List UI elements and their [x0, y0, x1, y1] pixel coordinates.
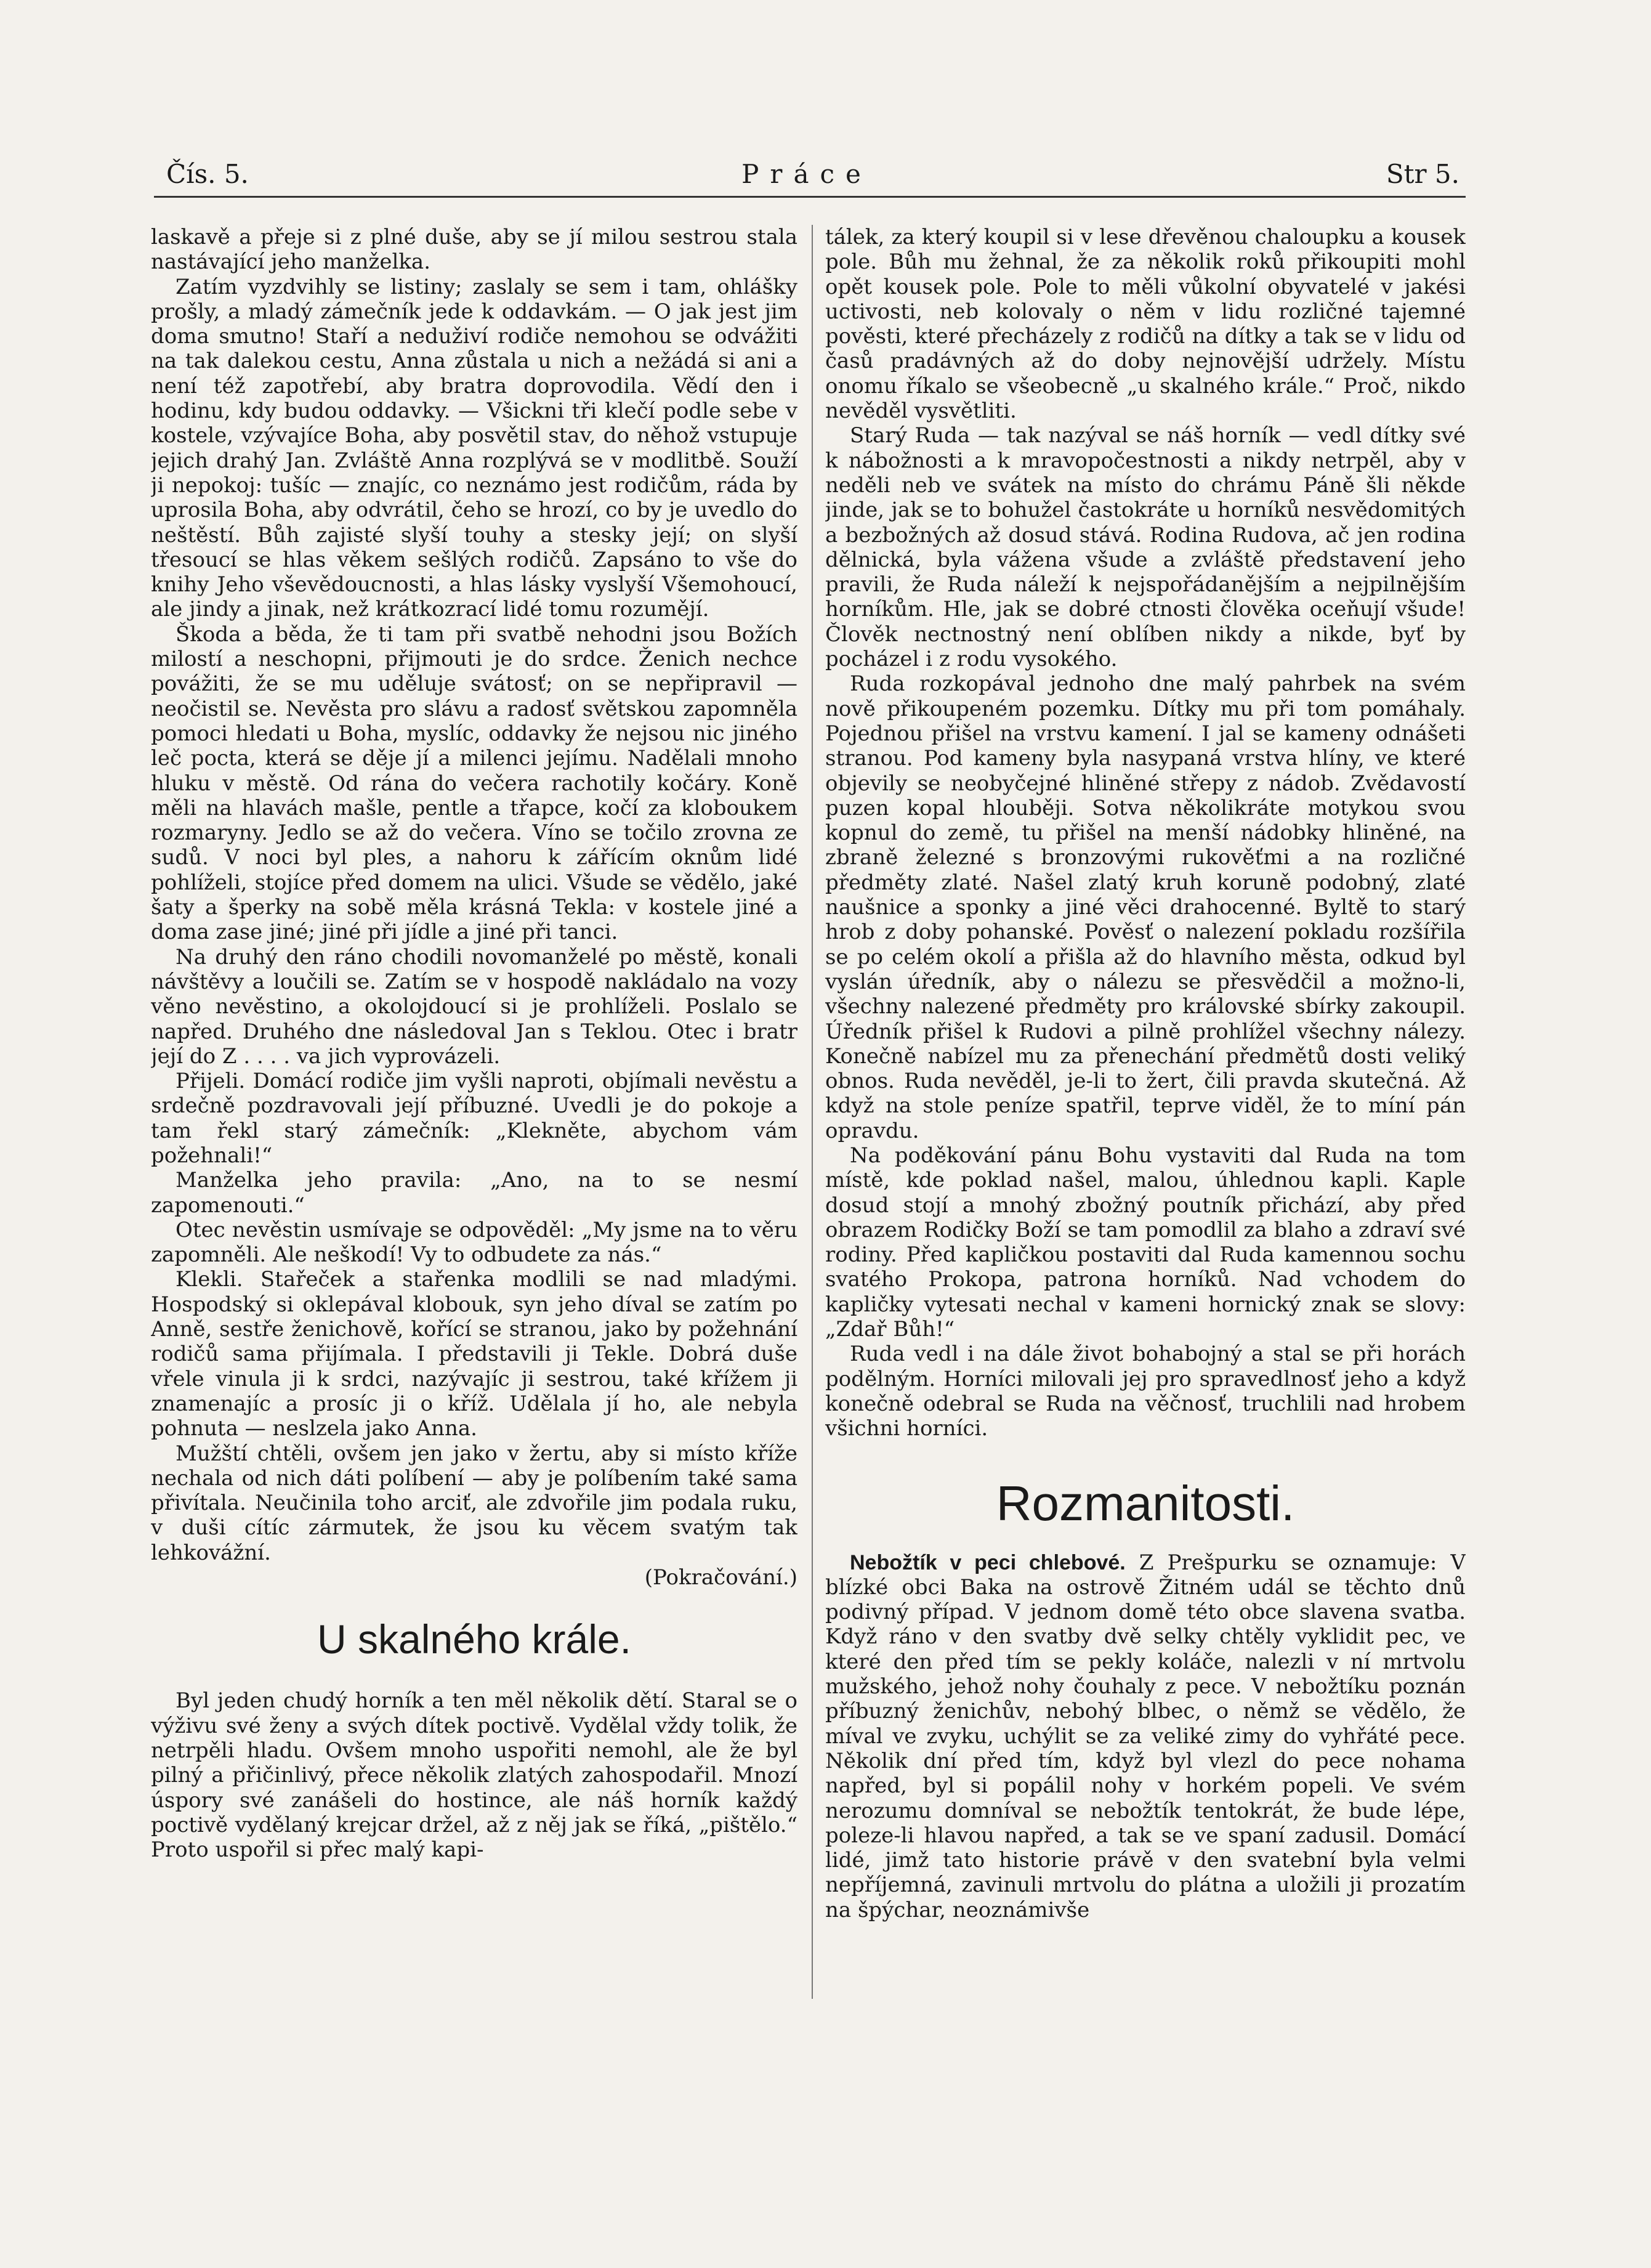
continuation-note: (Pokračování.)	[644, 1565, 797, 1590]
page-number: Str 5.	[1386, 159, 1459, 189]
page-header	[154, 159, 1459, 196]
newspaper-title: Práce	[741, 159, 872, 189]
article-paragraph: Otec nevěstin usmívaje se odpověděl: „My jsme na to věru zapomněli. Ale neškodí! Vy to odbudete za nás.“	[151, 1217, 797, 1268]
right-column	[825, 225, 1466, 2227]
article-paragraph: Manželka jeho pravila: „Ano, na to se nesmí zapomenouti.“	[151, 1168, 797, 1218]
story-paragraph: Ruda vedl i na dále život bohabojný a stal se při horách podělným. Horníci milovali jej pro spravedlnosť jeho a když konečně odebral se Ruda na věčnosť, truchlili nad hrobem všichni horníci.	[825, 1342, 1466, 1441]
left-column	[151, 225, 797, 2227]
story-paragraph: tálek, za který koupil si v lese dřevěnou chaloupku a kousek pole. Bůh mu žehnal, že za několik roků přikoupiti mohl opět kousek pole. Pole to měli vůkolní obyvatelé v jakési uctivosti, neb kolovaly o něm v lidu rozličné tajemné pověsti, které přecházely z rodičů na dítky a tak se v lidu od časů pradávných až do doby nejnovější udržely. Místu onomu říkalo se všeobecně „u skalného krále.“ Proč, nikdo nevěděl vysvětliti.	[825, 225, 1466, 424]
article-paragraph: laskavě a přeje si z plné duše, aby se jí milou sestrou stala nastávající jeho manželka.	[151, 225, 797, 275]
article-paragraph: Zatím vyzdvihly se listiny; zaslaly se sem i tam, ohlášky prošly, a mladý zámečník jede k oddavkám. — O jak jest jim doma smutno! Staří a neduživí rodiče nemohou se odvážiti na tak dalekou cestu, Anna zůstala u nich a nežádá si ani a není též zapotřebí, aby bratra doprovodila. Vědí den i hodinu, kdy budou oddavky. — Všickni tři klečí podle sebe v kostele, vzývajíce Boha, aby posvětil stav, do něhož vstupuje jejich drahý Jan. Zvláště Anna rozplývá se v modlitbě. Souží ji nepokoj: tušíc — znajíc, co neznámo jest rodičům, ráda by uprosila Boha, aby odvrátil, čeho se hrozí, co by je uvedlo do neštěstí. Bůh zajisté slyší touhy a stesky její; on slyší třesoucí se hlas věkem sešlých rodičů. Zapsáno to vše do knihy Jeho vševědoucnosti, a hlas lásky vyslyší Všemohoucí, ale jindy a jinak, než krátkozrací lidé tomu rozumějí.	[151, 274, 797, 622]
article-paragraph: Přijeli. Domácí rodiče jim vyšli naproti, objímali nevěstu a srdečně pozdravovali její příbuzné. Uvedli je do pokoje a tam řekl starý zámečník: „Klekněte, abychom vám požehnali!“	[151, 1069, 797, 1168]
story-paragraph: Ruda rozkopával jednoho dne malý pahrbek na svém nově přikoupeném pozemku. Dítky mu při tom pomáhaly. Pojednou přišel na vrstvu kamení. I jal se kameny odnášeti stranou. Pod kameny byla nasypaná vrstva hlíny, ve které objevily se neobyčejné hliněné střepy z nádob. Zvědavostí puzen kopal hlouběji. Sotva několikráte motykou svou kopnul do země, tu přišel na menší nádobky hliněné, na zbraně železné s bronzovými rukověťmi a na rozličné předměty zlaté. Našel zlatý kruh koruně podobný, zlaté naušnice a sponky a jiné věci drahocenné. Byltě to starý hrob z doby pohanské. Pověsť o nalezení pokladu rozšířila se po celém okolí a přišla až do hlavního města, odkud byl vyslán úředník, aby o nálezu se přesvědčil a možno-li, všechny nalezené předměty pro královské sbírky zakoupil. Úředník přišel k Rudovi a pilně prohlížel všechny nálezy. Konečně nabízel mu za přenechání předmětů dosti veliký obnos. Ruda nevěděl, je-li to žert, čili pravda skutečná. Až když na stole peníze spatřil, teprve viděl, že to míní pán opravdu.	[825, 671, 1466, 1143]
misc-section-title: Rozmanitosti.	[996, 1475, 1295, 1531]
story-paragraph: Byl jeden chudý horník a ten měl několik dětí. Staral se o výživu své ženy a svých dítek poctivě. Vydělal vždy tolik, že netrpěli hladu. Ovšem mnoho uspořiti nemohl, ale že byl pilný a přičinlivý, přece několik zlatých zahospodařil. Mnozí úspory své zanášeli do hostince, ale náš horník každý poctivě vydělaný krejcar držel, až z něj jak se říká, „pištělo.“ Proto uspořil si přec malý kapi-	[151, 1688, 797, 1863]
issue-number: Čís. 5.	[166, 159, 249, 189]
story-title: U skalného krále.	[317, 1616, 631, 1663]
column-divider	[812, 225, 813, 1999]
misc-item-text: Z Prešpurku se oznamuje: V blízké obci Baka na ostrově Žitném udál se těchto dnů podivný případ. V jednom domě této obce slavena svatba. Když ráno v den svatby dvě selky chtěly vyklidit pec, ve které den před tím se pekly koláče, nalezli v ní mrtvolu mužského, jehož nohy čouhaly z pece. V nebožtíku poznán příbuzný ženichův, nebohý blbec, o němž se vědělo, že míval ve zvyku, uchýlit se za veliké zimy do vyhřáté pece. Několik dní před tím, když byl vlezl do pece nohama napřed, byl si popálil nohy v horkém popeli. Ve svém nerozumu domníval se nebožtík tentokrát, že bude lépe, poleze-li hlavou napřed, a tak se ve spaní zadusil. Domácí lidé, jimž tato historie právě v den svatební byla velmi nepříjemná, zavinuli mrtvolu do plátna a uložili ji prozatím na špýchar, neoznámivše	[825, 1550, 1466, 1922]
story-paragraph: Na poděkování pánu Bohu vystaviti dal Ruda na tom místě, kde poklad našel, malou, úhlednou kapli. Kaple dosud stojí a mnohý zbožný poutník přichází, aby před obrazem Rodičky Boží se tam pomodlil za blaho a zdraví své rodiny. Před kapličkou postaviti dal Ruda kamennou sochu svatého Prokopa, patrona horníků. Nad vchodem do kapličky vytesati nechal v kameni hornický znak se slovy: „Zdař Bůh!“	[825, 1143, 1466, 1342]
article-paragraph: Na druhý den ráno chodili novomanželé po městě, konali návštěvy a loučili se. Zatím se v hospodě nakládalo na vozy věno nevěstino, a okolojdoucí si je prohlíželi. Poslalo se napřed. Druhého dne následoval Jan s Teklou. Otec i bratr její do Z . . . . va jich vyprovázeli.	[151, 944, 797, 1069]
header-rule	[154, 196, 1466, 198]
misc-item	[825, 1550, 1466, 1922]
story-paragraph: Starý Ruda — tak nazýval se náš horník — vedl dítky své k nábožnosti a k mravopočestnosti a nikdy netrpěl, aby v neděli neb ve svátek na místo do chrámu Páně šli někde jinde, jak se to bohužel častokráte u horníků nesvědomitých a bezbožných až dosud stává. Rodina Rudova, ač jen rodina dělnická, byla vážena všude a zvláště představení jeho pravili, že Ruda náleží k nejspořádanějším a nejpilnějším horníkům. Hle, jak se dobré ctnosti člověka oceňují všude! Člověk nectnostný není oblíben nikdy a nikde, byť by pocházel i z rodu vysokého.	[825, 423, 1466, 672]
article-paragraph: Škoda a běda, že ti tam při svatbě nehodni jsou Božích milostí a neschopni, přijmouti je do srdce. Ženich nechce povážiti, že se mu uděluje svátosť; on se nepřipravil — neočistil se. Nevěsta pro slávu a radosť světskou zapomněla pomoci hledati u Boha, myslíc, oddavky že nejsou nic jiného leč pocta, která se děje jí a milenci jejímu. Nadělali mnoho hluku v městě. Od rána do večera rachotily kočáry. Koně měli na hlavách mašle, pentle a třapce, kočí za kloboukem rozmaryny. Jedlo se až do večera. Víno se točilo zrovna ze sudů. V noci byl ples, a nahoru k zářícím oknům lidé pohlíželi, stojíce před domem na ulici. Všude se vědělo, jaké šaty a šperky na sobě měla krásná Tekla: v kostele jiné a doma zase jiné; jiné při jídle a jiné při tanci.	[151, 622, 797, 945]
misc-item-lead: Nebožtík v peci chlebové.	[850, 1550, 1126, 1574]
article-paragraph: Klekli. Stařeček a stařenka modlili se nad mladými. Hospodský si oklepával klobouk, syn jeho díval se zatím po Anně, sestře ženichově, kořící se stranou, jako by požehnání rodičů sama přijímala. I představili ji Tekle. Dobrá duše vřele vinula ji k srdci, nazývajíc ji sestrou, také křížem ji znamenajíc a prosíc ji o kříž. Udělala jí ho, ale nebyla pohnuta — neslzela jako Anna.	[151, 1267, 797, 1441]
article-paragraph: Mužští chtěli, ovšem jen jako v žertu, aby si místo kříže nechala od nich dáti políbení — aby je políbením také sama přivítala. Neučinila toho arciť, ale zdvořile jim podala ruku, v duši cítíc zármutek, že jsou ku věcem svatým tak lehkovážní.	[151, 1441, 797, 1565]
